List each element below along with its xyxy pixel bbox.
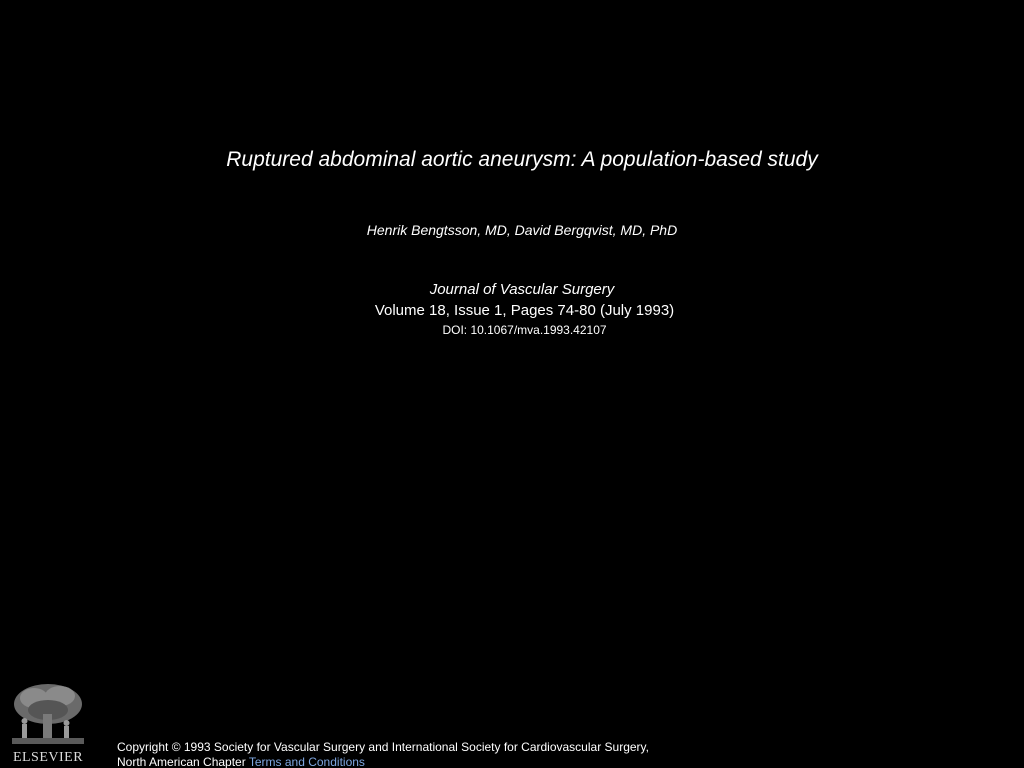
article-title: Ruptured abdominal aortic aneurysm: A population-based study: [226, 148, 818, 171]
terms-and-conditions-link[interactable]: Terms and Conditions: [248, 755, 365, 768]
doi: DOI: 10.1067/mva.1993.42107: [442, 323, 607, 337]
copyright-notice: [117, 740, 649, 768]
volume-info: Volume 18, Issue 1, Pages 74-80 (July 1993): [374, 302, 675, 319]
publisher-name: ELSEVIER: [12, 750, 84, 765]
elsevier-tree-icon: [8, 680, 88, 748]
copyright-chapter: North American Chapter: [117, 755, 246, 768]
copyright-line-2: [117, 755, 649, 768]
article-authors: Henrik Bengtsson, MD, David Bergqvist, MD, PhD: [366, 222, 678, 238]
elsevier-logo: [8, 680, 88, 768]
copyright-line-1: Copyright © 1993 Society for Vascular Surgery and International Society for Cardiovascular Surgery,: [117, 740, 649, 754]
journal-name: Journal of Vascular Surgery: [429, 281, 615, 298]
